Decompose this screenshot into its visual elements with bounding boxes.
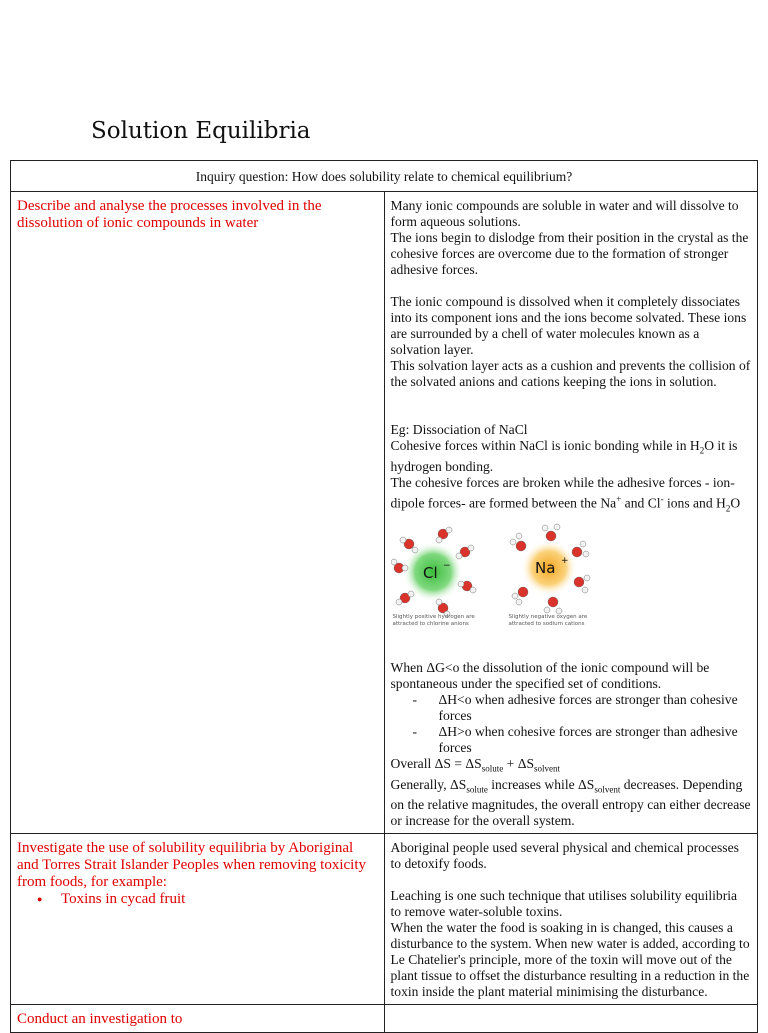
paragraph: When ΔG<o the dissolution of the ionic compound will be spontaneous under the specified set of conditions. xyxy=(390,659,710,691)
paragraph: Generally, $\Delta S_{solute}$ increases while $\Delta S_{solvent}$ decreases. Depending on the relative magnitudes, the overall entropy can either decrease or increase for the overall system. xyxy=(390,776,751,829)
list-item: ● Toxins in cycad fruit xyxy=(37,891,379,908)
chloride-ion-icon xyxy=(391,527,476,617)
example-list xyxy=(17,891,379,908)
inquiry-row xyxy=(11,161,758,192)
paragraph: When the water the food is soaking in is changed, this causes a disturbance to the system. When new water is added, according to Le Chatelier's principle, more of the toxin will move out of the plant tissue to offset the disturbance resulting in a reduction in the toxin inside the plant material minimising the disturbance. xyxy=(390,920,750,1000)
table-row xyxy=(11,1005,758,1033)
inquiry-question: Inquiry question: How does solubility relate to chemical equilibrium? xyxy=(11,161,758,192)
list-item: - ΔH>o when cohesive forces are stronger than adhesive forces xyxy=(413,724,752,756)
paragraph: Many ionic compounds are soluble in water and will dissolve to form aqueous solutions. xyxy=(390,198,739,229)
content-point-text: Investigate the use of solubility equilibria by Aboriginal and Torres Strait Islander Peoples when removing toxicity from foods, for example: xyxy=(17,840,367,891)
example-title: Eg: Dissociation of NaCl xyxy=(390,422,528,437)
figure-caption-right: Slightly negative oxygen are attracted to sodium cations xyxy=(508,613,588,627)
svg-text:−: − xyxy=(442,560,451,571)
paragraph: Overall $\Delta S = \Delta S_{solute} + \Delta S_{solvent}$ xyxy=(390,755,560,774)
svg-text:Na: Na xyxy=(534,558,555,577)
notes-aboriginal xyxy=(384,834,758,1005)
paragraph: This solvation layer acts as a cushion and prevents the collision of the solvated anions and cations keeping the ions in solution. xyxy=(390,358,751,389)
table-row xyxy=(11,192,758,834)
paragraph: Cohesive forces within NaCl is ionic bonding while in $H_2O$ it is hydrogen bonding. xyxy=(390,438,738,474)
svg-text:+: + xyxy=(560,555,569,566)
notes-investigation xyxy=(384,1005,758,1033)
figure-caption-left: Slightly positive hydrogen are attracted to chlorine anions xyxy=(392,613,475,627)
paragraph: The ions begin to dislodge from their position in the crystal as the cohesive forces are overcome due to the formation of stronger adhesive forces. xyxy=(390,230,749,277)
paragraph: Aboriginal people used several physical and chemical processes to detoxify foods. xyxy=(390,840,739,872)
list-item: - ΔH<o when adhesive forces are stronger than cohesive forces xyxy=(413,692,752,724)
notes-dissolution xyxy=(384,192,758,834)
table-row xyxy=(11,834,758,1005)
paragraph: The cohesive forces are broken while the adhesive forces - ion-dipole forces- are formed between the Na+ and Cl- ions and $H_2O$ xyxy=(390,474,741,513)
content-point-dissolution: Describe and analyse the processes involved in the dissolution of ionic compounds in water xyxy=(11,192,385,834)
content-point-investigation: Conduct an investigation to xyxy=(11,1005,385,1033)
page-title: Solution Equilibria xyxy=(91,118,311,144)
content-point-aboriginal xyxy=(11,834,385,1005)
paragraph: Leaching is one such technique that utilises solubility equilibria to remove water-soluble toxins. xyxy=(390,888,738,920)
enthalpy-list xyxy=(391,692,752,756)
svg-text:Cl: Cl xyxy=(422,563,438,582)
paragraph: The ionic compound is dissolved when it completely dissociates into its component ions and the ions become solvated. These ions are surrounded by a chell of water molecules known as a solvation layer. xyxy=(390,294,747,357)
solvation-figure xyxy=(391,522,752,652)
sodium-ion-icon xyxy=(510,524,590,614)
syllabus-table xyxy=(10,160,758,1033)
